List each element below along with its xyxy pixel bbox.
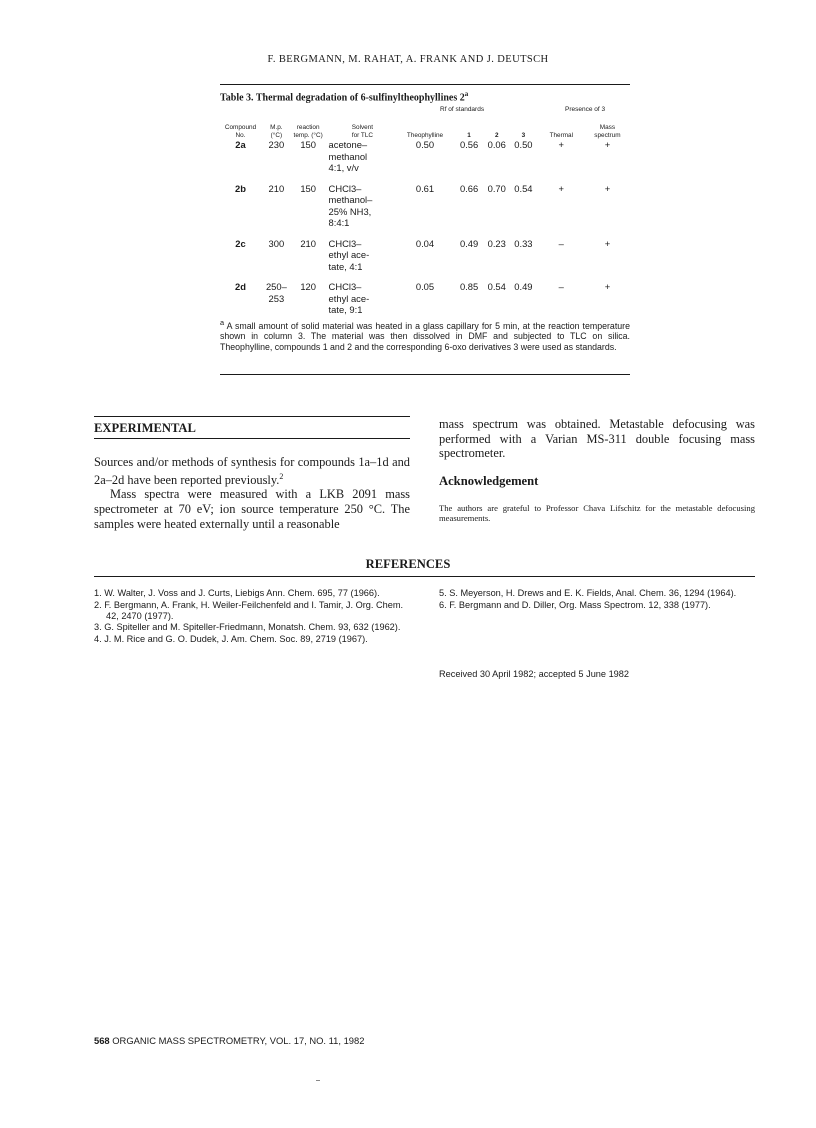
mp-cell: 300 [268,237,285,249]
references-right [439,588,755,612]
solvent-cell: CHCl3– methanol– 25% NH3, 8:4:1 [328,182,373,228]
rf2-cell: 0.06 [487,139,506,150]
mp-cell: 250– 253 [265,281,287,304]
experimental-paragraph-1: Sources and/or methods of synthesis for compounds 1a–1d and 2a–2d have been reported previously.$^2$ [94,455,410,487]
col-rf1: 1 [467,131,471,139]
col-solvent: Solvent for TLC [351,124,374,139]
rf2-cell: 0.54 [487,281,506,292]
reference-item: 1. W. Walter, J. Voss and J. Curts, Liebigs Ann. Chem. 695, 77 (1966). [94,588,380,598]
rf2-cell: 0.70 [487,182,506,194]
theophylline-cell: 0.61 [415,182,435,194]
table-bottom-rule [220,374,630,375]
acknowledgement-text: The authors are grateful to Professor Chava Lifschitz for the metastable defocusing measurements. [439,503,755,524]
mass-cell: + [604,139,611,150]
page-number: 568 [94,1035,110,1046]
rf1-cell: 0.56 [459,139,479,150]
table-row [220,139,630,183]
reference-item: 3. G. Spiteller and M. Spiteller-Friedmann, Monatsh. Chem. 93, 632 (1962). [94,622,401,633]
scan-speck [316,1080,320,1081]
experimental-paragraph-2: Mass spectra were measured with a LKB 2091 mass spectrometer at 70 eV; ion source temperature 250 °C. The samples were heated externally until a reasonable [94,487,410,531]
thermal-cell: – [558,237,564,249]
solvent-cell: CHCl3– ethyl ace- tate, 9:1 [328,281,370,315]
temp-cell: 210 [300,237,316,249]
page-footer [94,1035,364,1046]
reference-item: 5. S. Meyerson, H. Drews and E. K. Fields, Anal. Chem. 36, 1294 (1964). [439,588,737,598]
table-footnote: $^a$ A small amount of solid material was heated in a glass capillary for 5 min, at the reaction temperature shown in column 3. The material was then dissolved in DMF and subjected to TLC on silica. Theophylline, compounds 1 and 2 and the corresponding 6-oxo derivatives 3 were used as standards. [220,318,630,352]
mp-cell: 210 [268,182,285,194]
col-rf2: 2 [494,131,499,139]
rf2-cell: 0.23 [487,237,506,249]
table-row [220,238,630,282]
reference-item: 4. J. M. Rice and G. O. Dudek, J. Am. Chem. Soc. 89, 2719 (1967). [94,634,368,645]
rf1-cell: 0.49 [459,237,479,249]
col-mass: Mass spectrum [594,124,621,139]
mass-cell: + [604,237,611,249]
presence-group-label: Presence of 3 [565,106,606,113]
col-mp: M.p. (°C) [270,124,283,139]
compound-no: 2b [235,182,246,194]
mass-cell: + [604,182,611,194]
table-top-rule [220,84,630,85]
degradation-table [220,124,630,316]
compound-no: 2d [235,281,246,292]
col-rf3: 3 [521,131,526,139]
compound-no: 2c [235,237,246,249]
experimental-bottom-rule [94,438,410,439]
thermal-cell: + [558,139,565,150]
temp-cell: 120 [300,281,316,292]
solvent-cell: CHCl3– ethyl ace- tate, 4:1 [328,237,370,272]
experimental-heading: EXPERIMENTAL [94,421,196,435]
mp-cell: 230 [268,139,285,150]
rf3-cell: 0.54 [514,182,533,194]
rf3-cell: 0.50 [514,139,533,150]
temp-cell: 150 [300,182,316,194]
mass-cell: + [604,281,611,292]
acknowledgement-heading: Acknowledgement [439,474,539,488]
compound-no: 2a [235,139,246,150]
experimental-top-rule [94,416,410,417]
references-heading: REFERENCES [365,557,451,571]
col-reaction-temp: reaction temp. (°C) [293,124,323,139]
thermal-cell: + [558,182,565,194]
table-header-row [220,124,630,139]
temp-cell: 150 [300,139,316,150]
reference-item: 2. F. Bergmann, A. Frank, H. Weiler-Feilchenfeld and I. Tamir, J. Org. Chem. 42, 2470 (1977). [94,599,404,621]
theophylline-cell: 0.50 [415,139,435,150]
rf1-cell: 0.66 [459,182,479,194]
rf3-cell: 0.33 [514,237,533,249]
reference-item: 6. F. Bergmann and D. Diller, Org. Mass Spectrom. 12, 338 (1977). [439,599,711,610]
experimental-continued: mass spectrum was obtained. Metastable defocusing was performed with a Varian MS-311 double focusing mass spectrometer. [439,417,755,461]
table-row [220,281,630,316]
references-rule [94,576,755,577]
thermal-cell: – [558,281,564,292]
table-3 [220,90,630,380]
rf3-cell: 0.49 [514,281,533,292]
col-thermal: Thermal [549,131,574,139]
theophylline-cell: 0.04 [415,237,435,249]
running-head: F. BERGMANN, M. RAHAT, A. FRANK AND J. DEUTSCH [267,54,549,65]
table-caption: Table 3. Thermal degradation of 6-sulfinyltheophyllines 2$^a$ [220,90,469,104]
received-dates: Received 30 April 1982; accepted 5 June 1982 [439,669,630,679]
references-left [94,588,410,646]
col-compound: Compound No. [224,124,257,139]
table-row [220,183,630,238]
col-theophylline: Theophylline [406,131,444,139]
theophylline-cell: 0.05 [415,281,435,292]
journal-name: ORGANIC MASS SPECTROMETRY, VOL. 17, NO. 11, 1982 [112,1035,365,1046]
experimental-body [94,455,410,531]
rf1-cell: 0.85 [459,281,479,292]
solvent-cell: acetone– methanol 4:1, v/v [328,139,368,173]
rf-group-label: Rf of standards [440,106,485,113]
